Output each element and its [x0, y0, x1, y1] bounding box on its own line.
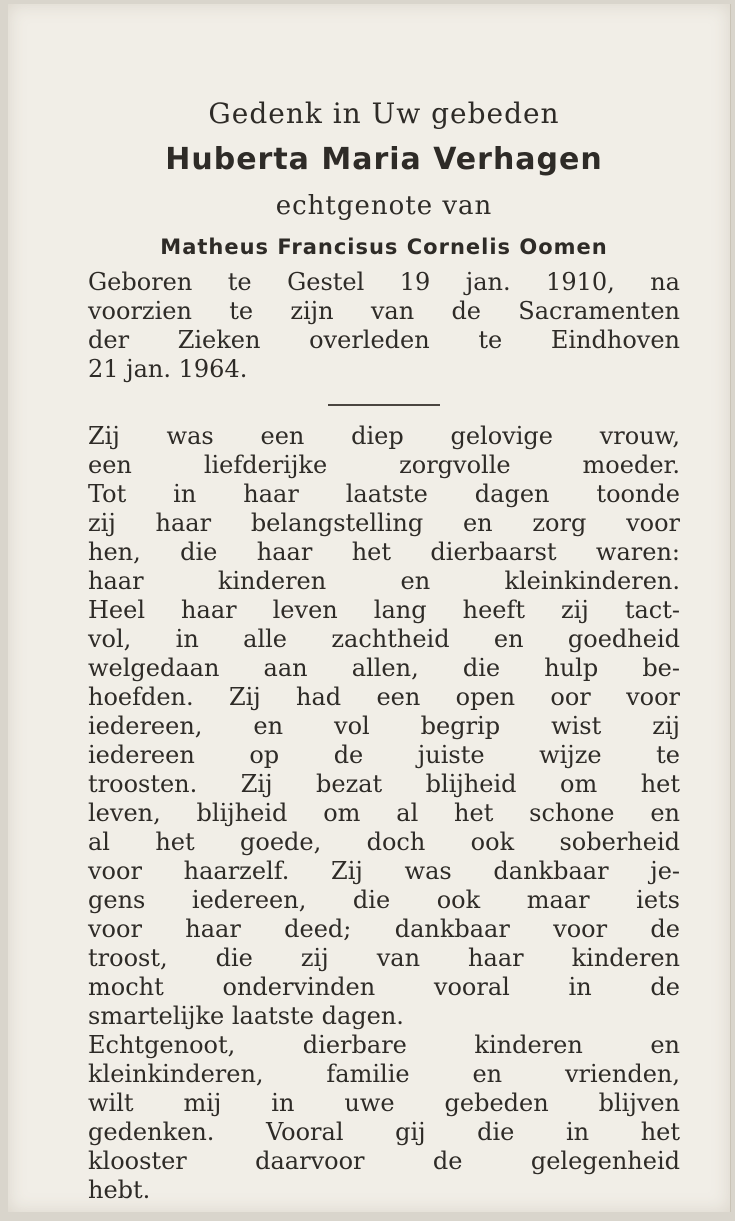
- tribute-line: Heel haar leven lang heeft zij tact-: [88, 596, 680, 624]
- tribute-line: een liefderijke zorgvolle moeder.: [88, 451, 680, 479]
- tribute-line: klooster daarvoor de gelegenheid: [88, 1147, 680, 1175]
- tribute-line: smartelijke laatste dagen.: [88, 1002, 404, 1030]
- tribute-line: al het goede, doch ook soberheid: [88, 828, 680, 856]
- tribute-line: troost, die zij van haar kinderen: [88, 944, 680, 972]
- tribute-line: Zij was een diep gelovige vrouw,: [88, 422, 680, 450]
- tribute-line: voor haarzelf. Zij was dankbaar je-: [88, 857, 680, 885]
- spouse-name: Matheus Francisus Cornelis Oomen: [160, 235, 608, 259]
- spouse-intro-text: echtgenote van: [275, 191, 493, 221]
- card-content: [88, 92, 680, 1205]
- tribute-line: vol, in alle zachtheid en goedheid: [88, 625, 680, 653]
- memorial-card: [8, 4, 731, 1212]
- intro-text: Gedenk in Uw gebeden: [208, 97, 560, 130]
- divider: [328, 404, 440, 406]
- deceased-name: Huberta Maria Verhagen: [165, 142, 603, 177]
- tribute-line: leven, blijheid om al het schone en: [88, 799, 680, 827]
- tribute-line: voor haar deed; dankbaar voor de: [88, 915, 680, 943]
- tribute-line: Echtgenoot, dierbare kinderen en: [88, 1031, 680, 1059]
- tribute-line: hebt.: [88, 1176, 151, 1204]
- tribute-line: haar kinderen en kleinkinderen.: [88, 567, 680, 595]
- tribute-line: kleinkinderen, familie en vrienden,: [88, 1060, 680, 1088]
- tribute-line: mocht ondervinden vooral in de: [88, 973, 680, 1001]
- tribute-line: iedereen op de juiste wijze te: [88, 741, 680, 769]
- tribute-line: hen, die haar het dierbaarst waren:: [88, 538, 680, 566]
- birth-line: voorzien te zijn van de Sacramenten: [88, 297, 680, 325]
- tribute-paragraph: [88, 422, 680, 1205]
- tribute-line: zij haar belangstelling en zorg voor: [88, 509, 680, 537]
- tribute-line: Tot in haar laatste dagen toonde: [88, 480, 680, 508]
- tribute-line: hoefden. Zij had een open oor voor: [88, 683, 680, 711]
- tribute-line: gedenken. Vooral gij die in het: [88, 1118, 680, 1146]
- tribute-line: gens iedereen, die ook maar iets: [88, 886, 680, 914]
- tribute-line: iedereen, en vol begrip wist zij: [88, 712, 680, 740]
- tribute-line: welgedaan aan allen, die hulp be-: [88, 654, 680, 682]
- birth-death-paragraph: [88, 268, 680, 384]
- tribute-line: troosten. Zij bezat blijheid om het: [88, 770, 680, 798]
- birth-line: der Zieken overleden te Eindhoven: [88, 326, 680, 354]
- tribute-line: wilt mij in uwe gebeden blijven: [88, 1089, 680, 1117]
- birth-line: Geboren te Gestel 19 jan. 1910, na: [88, 268, 680, 296]
- birth-line: 21 jan. 1964.: [88, 355, 248, 383]
